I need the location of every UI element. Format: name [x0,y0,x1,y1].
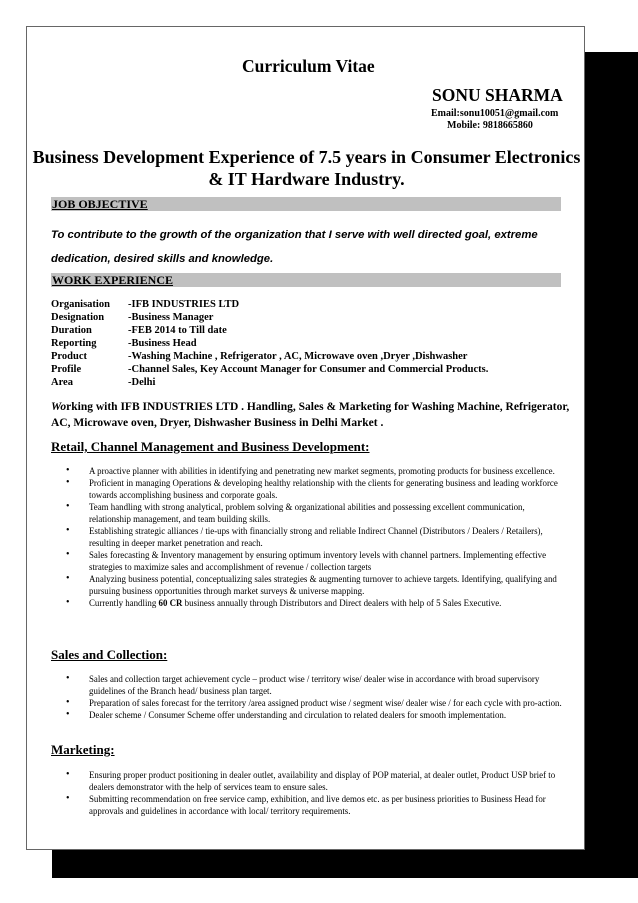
fact-label: Area [51,377,73,388]
retail-list [51,465,566,609]
fact-value: -Business Head [128,338,197,349]
marketing-heading: Marketing: [51,742,115,757]
fact-value: -Business Manager [128,312,214,323]
sales-heading: Sales and Collection: [51,647,168,662]
item-amount: 60 CR [158,598,183,608]
working-summary [51,399,571,431]
fact-label: Organisation [51,299,110,310]
list-item: • Analyzing business potential, conceptualizing sales strategies & augmenting turnover to achieve targets. Identifying, qualifying and pursuing business opportunities through market surveys & universe mapping. [51,573,566,597]
list-item: • Sales forecasting & Inventory management by ensuring optimum inventory levels with channel partners. Implementing effective strategies to maximize sales and accomplishment of revenue / collection targets [51,549,566,573]
fact-label: Duration [51,325,92,336]
item-text: business annually through Distributors and Direct dealers with help of 5 Sales Executive. [182,598,502,608]
working-text: rking with IFB INDUSTRIES LTD . Handling, Sales & Marketing for Washing Machine, Refrigerator, AC, Microwave oven, Dryer, Dishwasher Business in Delhi Market . [51,401,570,429]
candidate-mobile: Mobile: 9818665860 [447,120,533,131]
candidate-name: SONU SHARMA [432,85,563,105]
list-item: • Sales and collection target achievement cycle – product wise / territory wise/ dealer wise in accordance with broad supervisory guidelines of the Branch head/ business plan target. [51,673,566,697]
fact-value: -IFB INDUSTRIES LTD [128,299,240,310]
fact-value: -Delhi [128,377,156,388]
item-text: Currently handling [89,598,159,608]
list-item [51,597,566,609]
fact-value: -FEB 2014 to Till date [128,325,227,336]
list-item: • Ensuring proper product positioning in dealer outlet, availability and display of POP material, at dealer outlet, Product USP brief to dealers demonstrator with the help of services team to ensure sales. [51,769,566,793]
sales-list [51,673,566,721]
experience-headline: Business Development Experience of 7.5 years in Consumer Electronics & IT Hardware Industry. [32,147,581,189]
list-item: • Dealer scheme / Consumer Scheme offer understanding and circulation to related dealers for smooth implementation. [51,709,566,721]
list-item: • Establishing strategic alliances / tie-ups with financially strong and reliable Indirect Channel (Distributors / Dealers / Retailers), resulting in deeper market penetration and reach. [51,525,566,549]
fact-label: Reporting [51,338,97,349]
working-prefix: Wo [51,401,67,413]
marketing-list [51,769,566,817]
job-objective-text: To contribute to the growth of the organization that I serve with well directed goal, extreme dedication, desired skills and knowledge. [51,229,538,265]
list-item: • Team handling with strong analytical, problem solving & organizational abilities and possessing excellent communication, relationship management, and team building skills. [51,501,566,525]
fact-label: Designation [51,312,105,323]
retail-heading: Retail, Channel Management and Business Development: [51,439,370,454]
candidate-email: Email:sonu10051@gmail.com [431,108,559,119]
list-item: • Preparation of sales forecast for the territory /area assigned product wise / segment wise/ dealer wise / for each cycle with pro-action. [51,697,566,709]
fact-value: -Channel Sales, Key Account Manager for Consumer and Commercial Products. [128,364,489,375]
fact-label: Product [51,351,87,362]
list-item: • A proactive planner with abilities in identifying and penetrating new market segments, promoting products for business excellence. [51,465,566,477]
fact-label: Profile [51,364,82,375]
list-item: • Proficient in managing Operations & developing healthy relationship with the clients for generating business and leading workforce towards accomplishing business and corporate goals. [51,477,566,501]
resume-page [26,26,585,850]
work-experience-heading: WORK EXPERIENCE [51,273,561,287]
job-objective-heading: JOB OBJECTIVE [51,197,561,211]
document-title: Curriculum Vitae [242,56,375,76]
fact-value: -Washing Machine , Refrigerator , AC, Microwave oven ,Dryer ,Dishwasher [128,351,468,362]
list-item: • Submitting recommendation on free service camp, exhibition, and live demos etc. as per business priorities to Business Head for approvals and guidelines in accordance with local/ territory requirements. [51,793,566,817]
